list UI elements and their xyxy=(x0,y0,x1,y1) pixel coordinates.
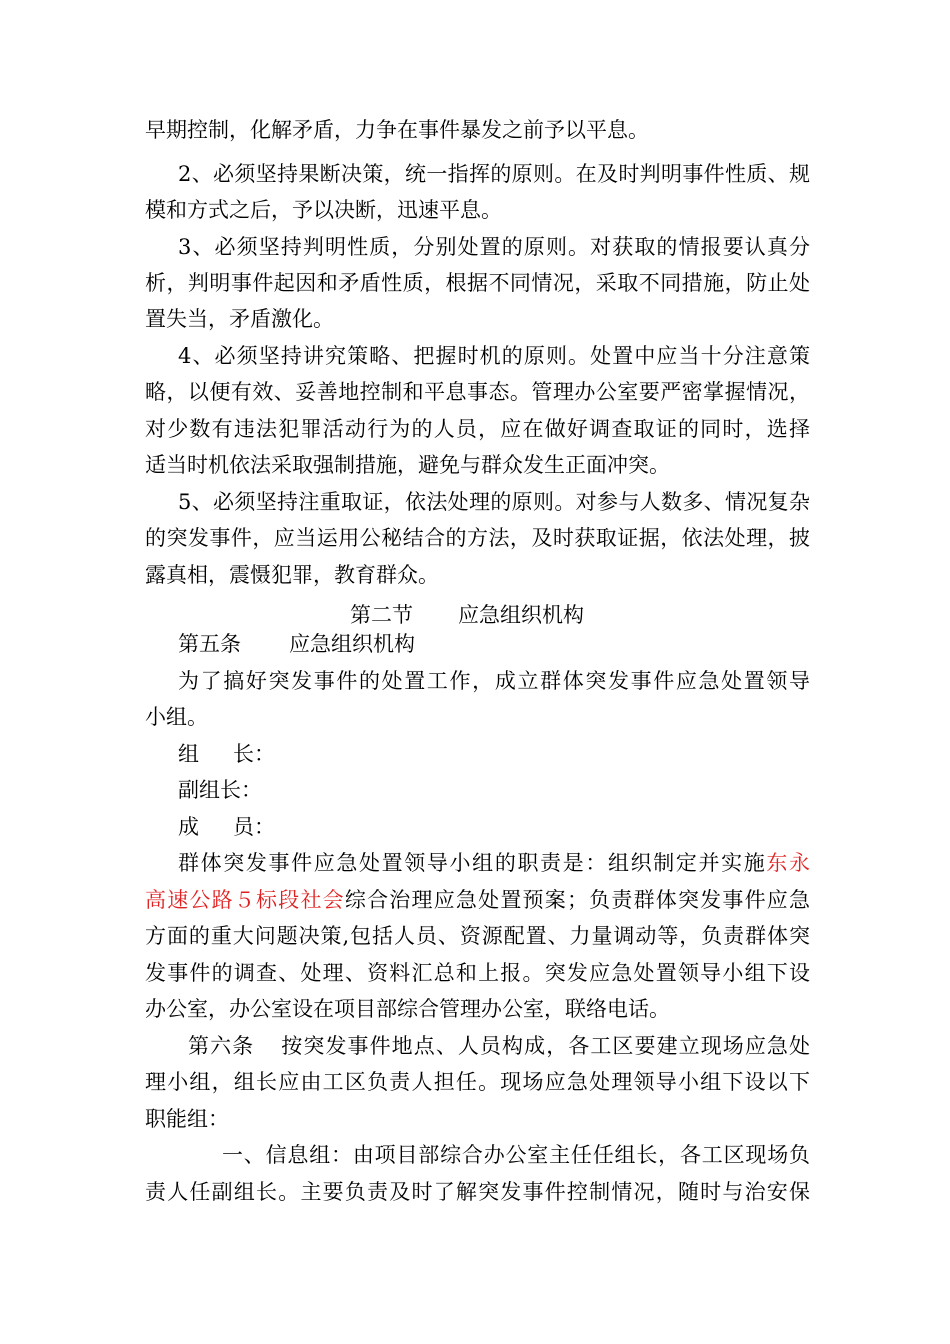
paragraph-line: 早期控制，化解矛盾，力争在事件暴发之前予以平息。 xyxy=(145,118,649,142)
paragraph-line: 适当时机依法采取强制措施，避免与群众发生正面冲突。 xyxy=(145,453,670,477)
paragraph-line: 一、信息组：由项目部综合办公室主任任组长，各工区现场负 xyxy=(222,1143,810,1167)
paragraph-line: 5、必须坚持注重取证，依法处理的原则。对参与人数多、情况复杂 xyxy=(178,490,810,514)
section-number: 第二节 xyxy=(350,603,413,627)
paragraph-line: 小组。 xyxy=(145,705,208,729)
paragraph-line: 对少数有违法犯罪活动行为的人员，应在做好调查取证的同时，选择 xyxy=(145,417,810,441)
article-heading xyxy=(178,630,478,658)
paragraph-line: 发事件的调查、处理、资料汇总和上报。突发应急处置领导小组下设 xyxy=(145,961,810,985)
paragraph-line: 模和方式之后，予以决断，迅速平息。 xyxy=(145,198,502,222)
paragraph-line: 2、必须坚持果断决策，统一指挥的原则。在及时判明事件性质、规 xyxy=(178,162,810,186)
article-title: 应急组织机构 xyxy=(289,632,415,656)
paragraph-line: 方面的重大问题决策,包括人员、资源配置、力量调动等，负责群体突 xyxy=(145,924,810,948)
paragraph-line: 的突发事件，应当运用公秘结合的方法，及时获取证据，依法处理，披 xyxy=(145,526,810,550)
paragraph-line: 群体突发事件应急处置领导小组的职责是：组织制定并实施东永 xyxy=(178,851,811,875)
article-number: 第六条 xyxy=(188,1034,255,1058)
paragraph-line: 4、必须坚持讲究策略、把握时机的原则。处置中应当十分注意策 xyxy=(178,344,810,368)
article-number: 第五条 xyxy=(178,632,241,656)
role-deputy: 副组长： xyxy=(178,778,262,802)
role-member: 成 员： xyxy=(178,815,275,839)
paragraph-line: 3、必须坚持判明性质，分别处置的原则。对获取的情报要认真分 xyxy=(178,235,810,259)
paragraph-line: 析，判明事件起因和矛盾性质，根据不同情况，采取不同措施，防止处 xyxy=(145,271,810,295)
paragraph-line: 高速公路５标段社会综合治理应急处置预案；负责群体突发事件应急 xyxy=(145,888,811,912)
section-title: 应急组织机构 xyxy=(458,603,584,627)
paragraph-line: 置失当，矛盾激化。 xyxy=(145,307,334,331)
paragraph-line: 露真相，震慑犯罪，教育群众。 xyxy=(145,563,439,587)
paragraph-line: 理小组，组长应由工区负责人担任。现场应急处理领导小组下设以下 xyxy=(145,1070,810,1094)
paragraph-line: 职能组： xyxy=(145,1107,229,1131)
paragraph-line: 为了搞好突发事件的处置工作，成立群体突发事件应急处置领导 xyxy=(178,669,810,693)
article-line: 第六条 按突发事件地点、人员构成，各工区要建立现场应急处 xyxy=(188,1034,811,1058)
paragraph-line: 责人任副组长。主要负责及时了解突发事件控制情况，随时与治安保 xyxy=(145,1180,810,1204)
highlighted-text: 东永 xyxy=(766,851,811,875)
section-heading xyxy=(350,601,650,629)
paragraph-line: 略，以便有效、妥善地控制和平息事态。管理办公室要严密掌握情况， xyxy=(145,380,810,404)
role-leader: 组 长： xyxy=(178,742,275,766)
highlighted-text: 高速公路５标段社会 xyxy=(145,888,345,912)
paragraph-line: 办公室，办公室设在项目部综合管理办公室，联络电话。 xyxy=(145,997,670,1021)
